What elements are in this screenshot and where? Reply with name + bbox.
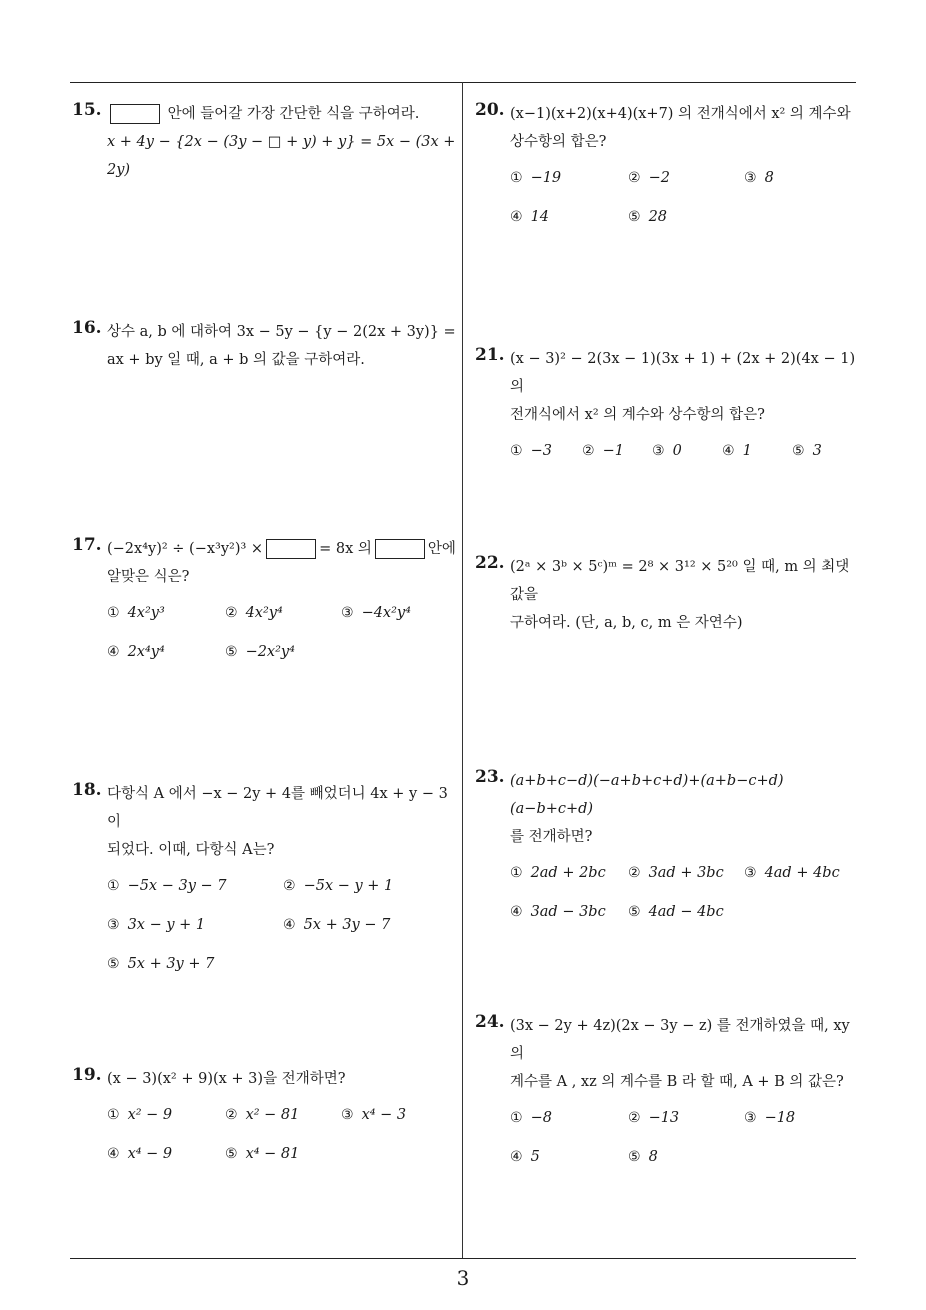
question-number: 19.: [72, 1065, 102, 1085]
question-17: [72, 535, 458, 683]
answer-options: [510, 443, 861, 482]
option-3[interactable]: ③ 4ad + 4bc: [744, 865, 840, 881]
question-number: 20.: [475, 100, 505, 120]
question-text: (2ᵃ × 3ᵇ × 5ᶜ)ᵐ = 2⁸ × 3¹² × 5²⁰ 일 때, m 의 최댓값을: [510, 559, 850, 603]
page-number: 3: [456, 1266, 470, 1290]
option-3[interactable]: ③ 0: [652, 443, 682, 459]
question-text: 알맞은 식은?: [107, 569, 190, 585]
question-number: 16.: [72, 318, 102, 338]
question-24: [475, 1012, 861, 1188]
option-3[interactable]: ③ −4x²y⁴: [341, 605, 411, 621]
option-4[interactable]: ④ 5: [510, 1149, 540, 1165]
option-4[interactable]: ④ 3ad − 3bc: [510, 904, 606, 920]
answer-box: [375, 539, 425, 559]
answer-options: [510, 170, 861, 248]
question-text: (−2x⁴y)² ÷ (−x³y²)³ ×: [107, 541, 264, 557]
question-text: 계수를 A , xz 의 계수를 B 라 할 때, A + B 의 값은?: [510, 1074, 844, 1090]
option-5[interactable]: ⑤ 8: [628, 1149, 658, 1165]
option-5[interactable]: ⑤ 5x + 3y + 7: [107, 956, 215, 972]
column-divider: [462, 82, 463, 1258]
option-1[interactable]: ① −3: [510, 443, 552, 459]
question-text: 안에 들어갈 가장 간단한 식을 구하여라.: [167, 106, 420, 122]
question-number: 23.: [475, 767, 505, 787]
question-number: 24.: [475, 1012, 505, 1032]
question-number: 22.: [475, 553, 505, 573]
option-2[interactable]: ② 4x²y⁴: [225, 605, 283, 621]
question-19: [72, 1065, 458, 1185]
question-number: 18.: [72, 780, 102, 800]
answer-options: [107, 605, 458, 683]
option-5[interactable]: ⑤ 4ad − 4bc: [628, 904, 724, 920]
option-2[interactable]: ② −5x − y + 1: [283, 878, 394, 894]
option-5[interactable]: ⑤ −2x²y⁴: [225, 644, 295, 660]
question-text: 상수 a, b 에 대하여 3x − 5y − {y − 2(2x + 3y)} =: [107, 324, 456, 340]
question-text: 되었다. 이때, 다항식 A는?: [107, 842, 275, 858]
option-4[interactable]: ④ 1: [722, 443, 752, 459]
option-4[interactable]: ④ 2x⁴y⁴: [107, 644, 165, 660]
option-5[interactable]: ⑤ 3: [792, 443, 822, 459]
question-15: [72, 100, 458, 184]
option-5[interactable]: ⑤ 28: [628, 209, 668, 225]
question-equation: x + 4y − {2x − (3y − □ + y) + y} = 5x − (3x + 2y): [107, 134, 456, 178]
question-text: 전개식에서 x² 의 계수와 상수항의 합은?: [510, 407, 765, 423]
top-rule: [70, 82, 856, 83]
option-3[interactable]: ③ 8: [744, 170, 774, 186]
question-18: [72, 780, 458, 995]
answer-box: [110, 104, 160, 124]
option-1[interactable]: ① x² − 9: [107, 1107, 173, 1123]
option-1[interactable]: ① 4x²y³: [107, 605, 165, 621]
question-21: [475, 345, 861, 482]
bottom-rule: [70, 1258, 856, 1259]
question-20: [475, 100, 861, 248]
option-1[interactable]: ① −5x − 3y − 7: [107, 878, 227, 894]
option-2[interactable]: ② 3ad + 3bc: [628, 865, 724, 881]
question-number: 15.: [72, 100, 102, 120]
question-text: 구하여라. (단, a, b, c, m 은 자연수): [510, 615, 743, 631]
option-5[interactable]: ⑤ x⁴ − 81: [225, 1146, 300, 1162]
question-16: [72, 318, 458, 374]
question-text: (x − 3)(x² + 9)(x + 3)을 전개하면?: [107, 1071, 346, 1087]
answer-box: [266, 539, 316, 559]
option-4[interactable]: ④ 14: [510, 209, 550, 225]
question-text: 다항식 A 에서 −x − 2y + 4를 빼었더니 4x + y − 3이: [107, 786, 448, 830]
answer-options: [107, 1107, 458, 1185]
question-text: (x−1)(x+2)(x+4)(x+7) 의 전개식에서 x² 의 계수와: [510, 106, 851, 122]
question-text: 상수항의 합은?: [510, 134, 607, 150]
option-1[interactable]: ① 2ad + 2bc: [510, 865, 606, 881]
option-2[interactable]: ② −13: [628, 1110, 680, 1126]
question-number: 21.: [475, 345, 505, 365]
question-text: (3x − 2y + 4z)(2x − 3y − z) 를 전개하였을 때, xy 의: [510, 1018, 850, 1062]
question-text: (x − 3)² − 2(3x − 1)(3x + 1) + (2x + 2)(4x − 1) 의: [510, 351, 856, 395]
question-23: [475, 767, 861, 943]
question-text: 를 전개하면?: [510, 829, 593, 845]
option-1[interactable]: ① −8: [510, 1110, 552, 1126]
option-3[interactable]: ③ 3x − y + 1: [107, 917, 206, 933]
option-4[interactable]: ④ x⁴ − 9: [107, 1146, 173, 1162]
option-2[interactable]: ② −1: [582, 443, 624, 459]
option-2[interactable]: ② x² − 81: [225, 1107, 300, 1123]
answer-options: [107, 878, 458, 995]
option-3[interactable]: ③ x⁴ − 3: [341, 1107, 407, 1123]
option-3[interactable]: ③ −18: [744, 1110, 796, 1126]
question-text: = 8x 의: [319, 541, 372, 557]
answer-options: [510, 865, 861, 943]
question-22: [475, 553, 861, 637]
question-text: ax + by 일 때, a + b 의 값을 구하여라.: [107, 352, 365, 368]
option-1[interactable]: ① −19: [510, 170, 562, 186]
question-text: (a+b+c−d)(−a+b+c+d)+(a+b−c+d)(a−b+c+d): [510, 773, 784, 817]
question-text: 안에: [427, 541, 456, 557]
option-4[interactable]: ④ 5x + 3y − 7: [283, 917, 391, 933]
question-number: 17.: [72, 535, 102, 555]
option-2[interactable]: ② −2: [628, 170, 670, 186]
answer-options: [510, 1110, 861, 1188]
